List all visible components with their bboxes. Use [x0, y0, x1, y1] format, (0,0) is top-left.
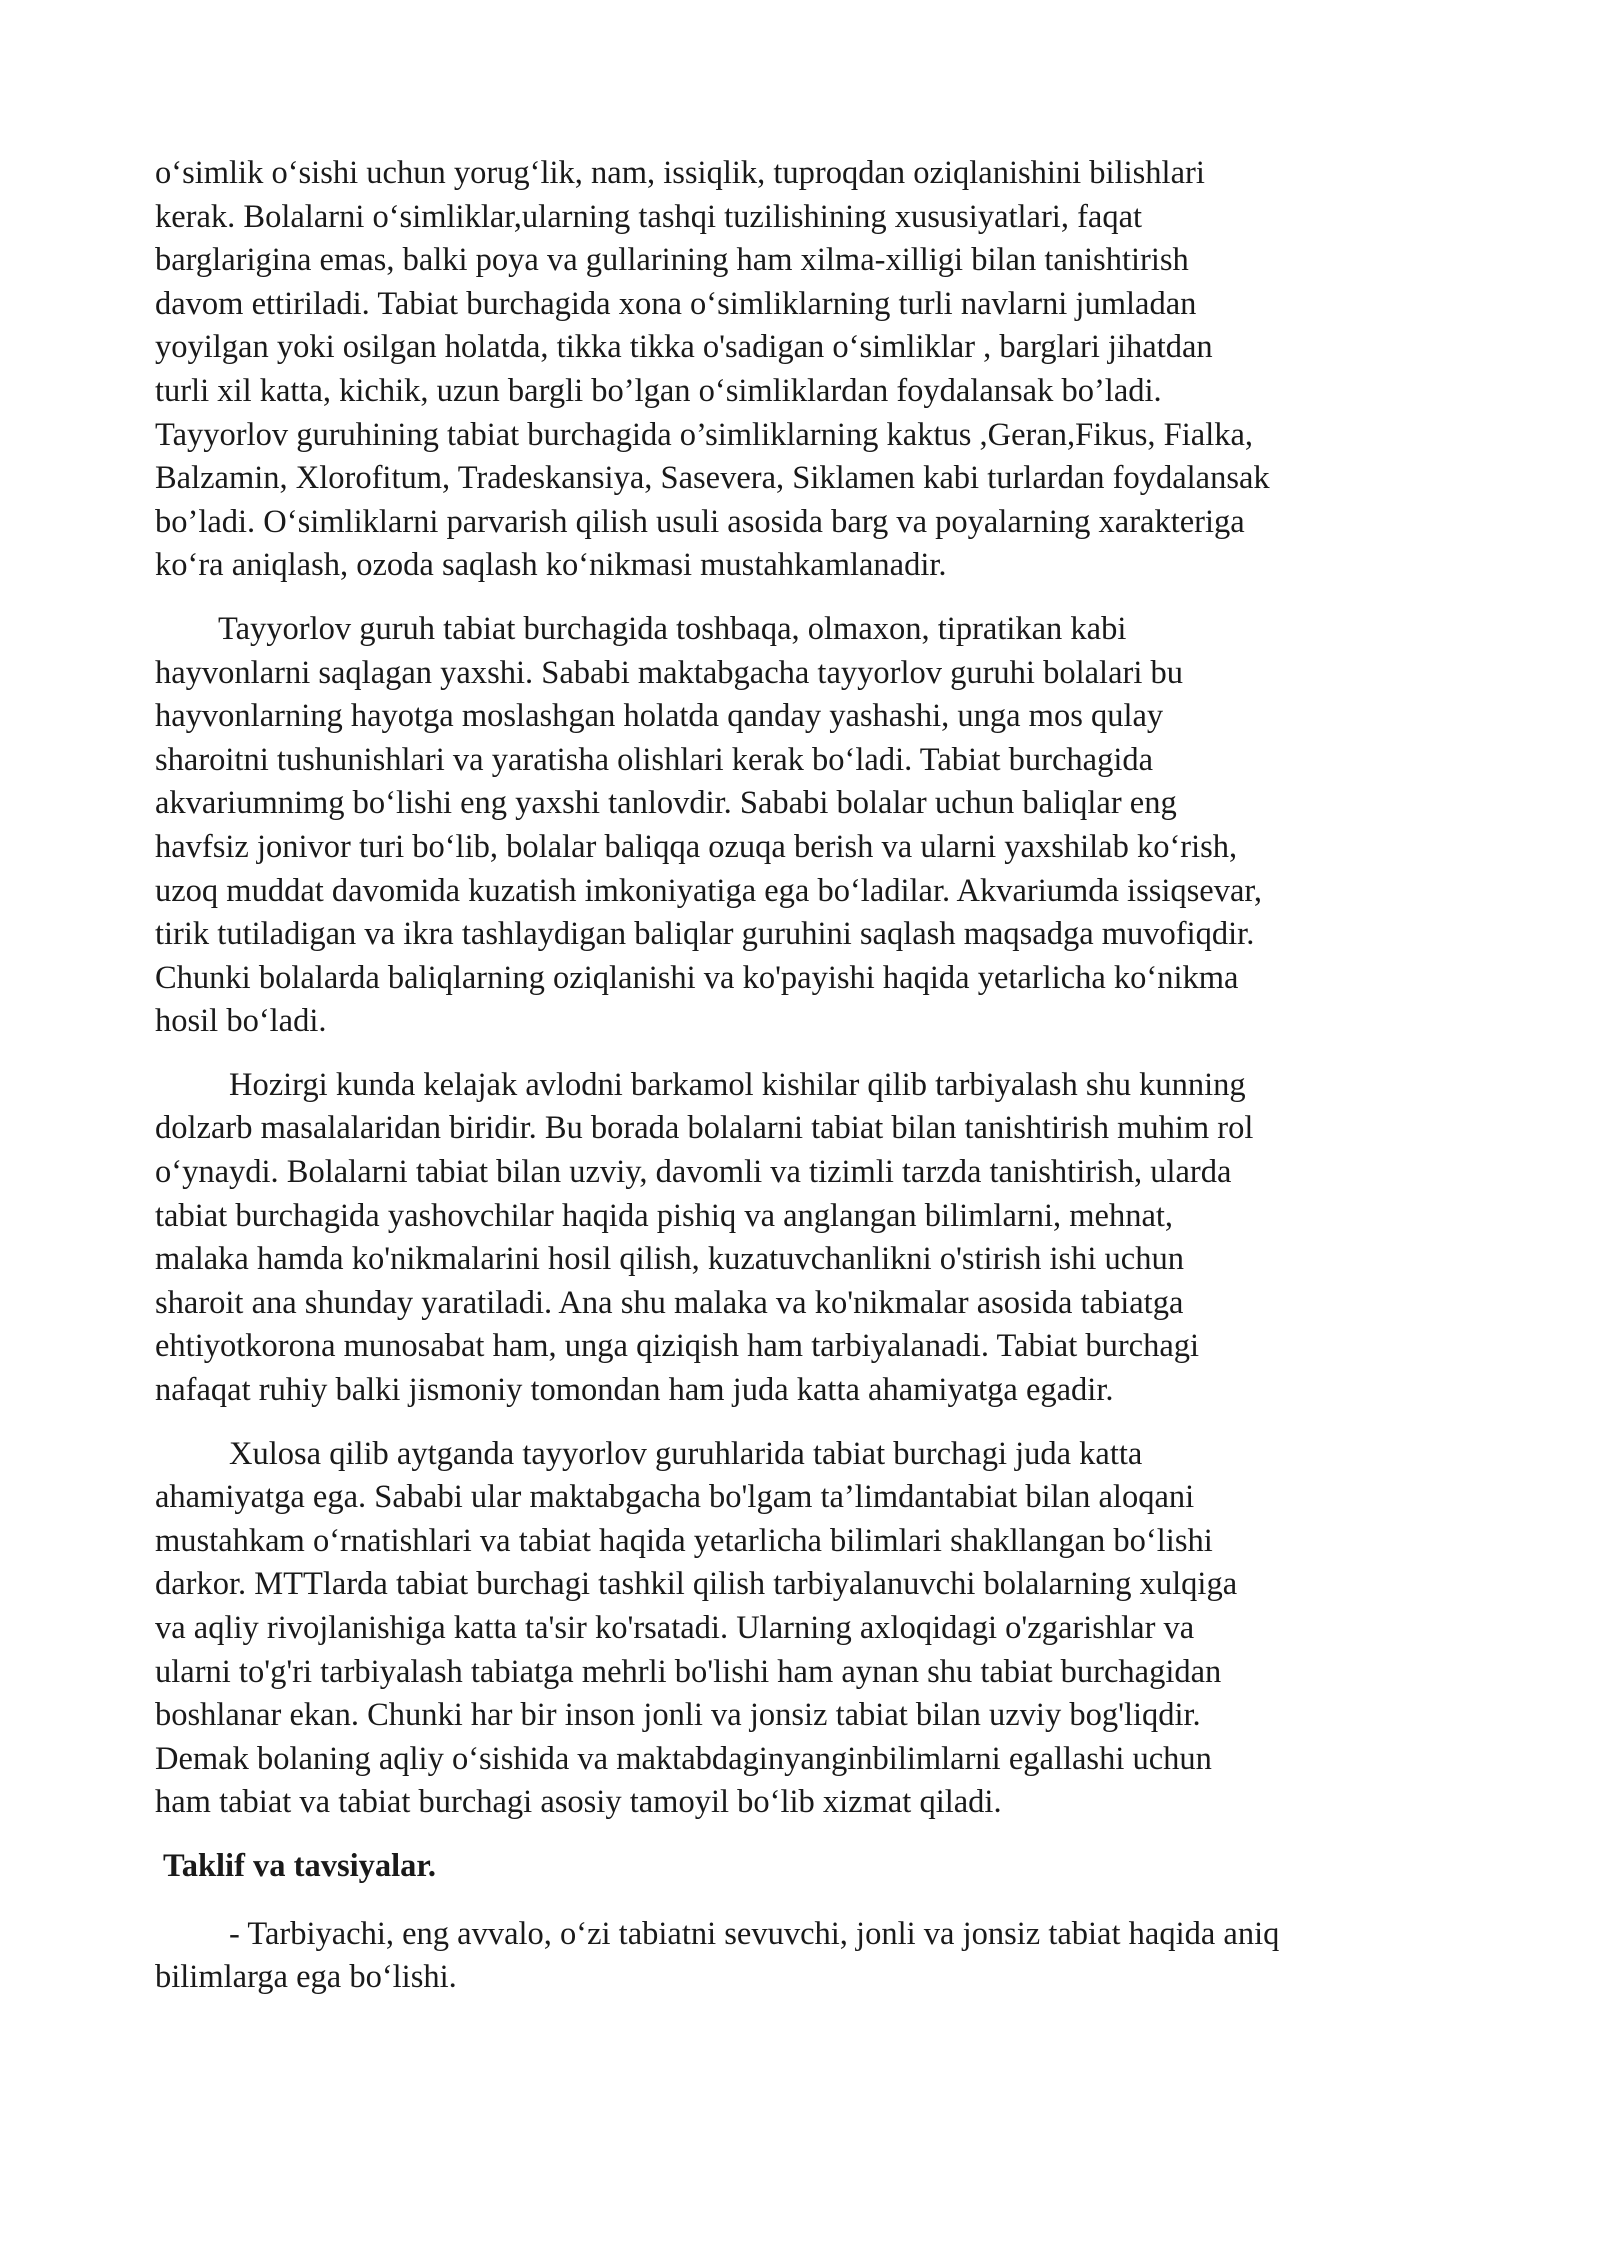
text-line: Chunki bolalarda baliqlarning oziqlanishi va ko'payishi haqida yetarlicha ko‘nikma: [155, 959, 1239, 996]
document-body: [155, 152, 1455, 2020]
paragraph-plants: [155, 152, 1455, 588]
paragraph-upbringing: [155, 1064, 1455, 1413]
text-line: dolzarb masalalaridan biridir. Bu borada bolalarni tabiat bilan tanishtirish muhim rol: [155, 1110, 1254, 1147]
text-line: kerak. Bolalarni o‘simliklar,ularning tashqi tuzilishining xususiyatlari, faqat: [155, 198, 1143, 235]
text-line: darkor. MTTlarda tabiat burchagi tashkil qilish tarbiyalanuvchi bolalarning xulqiga: [155, 1566, 1238, 1603]
text-line: havfsiz jonivor turi bo‘lib, bolalar baliqqa ozuqa berish va ularni yaxshilab ko‘rish,: [155, 828, 1238, 865]
text-line: mustahkam o‘rnatishlari va tabiat haqida yetarlicha bilimlari shakllangan bo‘lishi: [155, 1522, 1213, 1559]
text-line: hayvonlarning hayotga moslashgan holatda qanday yashashi, unga mos qulay: [155, 698, 1164, 735]
text-line: hayvonlarni saqlagan yaxshi. Sababi maktabgacha tayyorlov guruhi bolalari bu: [155, 654, 1183, 691]
paragraph-animals: [155, 608, 1455, 1044]
text-line: ehtiyotkorona munosabat ham, unga qiziqish ham tarbiyalanadi. Tabiat burchagi: [155, 1328, 1200, 1365]
text-line: boshlanar ekan. Chunki har bir inson jonli va jonsiz tabiat bilan uzviy bog'liqdir.: [155, 1697, 1201, 1734]
text-line: turli xil katta, kichik, uzun bargli bo’lgan o‘simliklardan foydalansak bo’ladi.: [155, 372, 1162, 409]
text-line: Tayyorlov guruh tabiat burchagida toshbaqa, olmaxon, tipratikan kabi: [218, 610, 1127, 647]
text-line: ko‘ra aniqlash, ozoda saqlash ko‘nikmasi mustahkamlanadir.: [155, 547, 947, 584]
text-line: o‘simlik o‘sishi uchun yorug‘lik, nam, issiqlik, tuproqdan oziqlanishini bilishlari: [155, 155, 1205, 191]
text-line: sharoit ana shunday yaratiladi. Ana shu malaka va ko'nikmalar asosida tabiatga: [155, 1284, 1184, 1321]
text-line: barglarigina emas, balki poya va gullarining ham xilma-xilligi bilan tanishtirish: [155, 242, 1189, 279]
text-line: malaka hamda ko'nikmalarini hosil qilish, kuzatuvchanlikni o'stirish ishi uchun: [155, 1241, 1184, 1278]
text-line: uzoq muddat davomida kuzatish imkoniyatiga ega bo‘ladilar. Akvariumda issiqsevar,: [155, 872, 1263, 909]
text-line: o‘ynaydi. Bolalarni tabiat bilan uzviy, davomli va tizimli tarzda tanishtirish, ularda: [155, 1154, 1232, 1191]
paragraph-conclusion: [155, 1433, 1455, 1825]
text-line: bilimlarga ega bo‘lishi.: [155, 1959, 457, 1996]
text-line: Demak bolaning aqliy o‘sishida va maktabdaginyanginbilimlarni egallashi uchun: [155, 1740, 1212, 1777]
text-line: Hozirgi kunda kelajak avlodni barkamol kishilar qilib tarbiyalash shu kunning: [229, 1066, 1246, 1103]
text-line: davom ettiriladi. Tabiat burchagida xona o‘simliklarning turli navlarni jumladan: [155, 285, 1197, 322]
text-line: Balzamin, Xlorofitum, Tradeskansiya, Sasevera, Siklamen kabi turlardan foydalansak: [155, 460, 1270, 497]
text-line: tabiat burchagida yashovchilar haqida pishiq va anglangan bilimlarni, mehnat,: [155, 1197, 1174, 1234]
text-line: va aqliy rivojlanishiga katta ta'sir ko'rsatadi. Ularning axloqidagi o'zgarishlar va: [155, 1610, 1195, 1646]
text-line: bo’ladi. O‘simliklarni parvarish qilish usuli asosida barg va poyalarning xarakteriga: [155, 503, 1245, 540]
section-heading: Taklif va tavsiyalar.: [163, 1847, 436, 1884]
text-line: ham tabiat va tabiat burchagi asosiy tamoyil bo‘lib xizmat qiladi.: [155, 1784, 1002, 1821]
text-line: Xulosa qilib aytganda tayyorlov guruhlarida tabiat burchagi juda katta: [229, 1435, 1143, 1472]
text-line: hosil bo‘ladi.: [155, 1003, 327, 1040]
paragraph-recommendation: [155, 1913, 1455, 2000]
text-line: tirik tutiladigan va ikra tashlaydigan baliqlar guruhini saqlash maqsadga muvofiqdir.: [155, 916, 1255, 953]
text-line: akvariumnimg bo‘lishi eng yaxshi tanlovdir. Sababi bolalar uchun baliqlar eng: [155, 785, 1177, 822]
text-line: Tayyorlov guruhining tabiat burchagida o’simliklarning kaktus ,Geran,Fikus, Fialka,: [155, 416, 1254, 453]
text-line: yoyilgan yoki osilgan holatda, tikka tikka o'sadigan o‘simliklar , barglari jihatdan: [155, 329, 1213, 366]
text-line: ahamiyatga ega. Sababi ular maktabgacha bo'lgam ta’limdantabiat bilan aloqani: [155, 1479, 1195, 1516]
text-line: nafaqat ruhiy balki jismoniy tomondan ham juda katta ahamiyatga egadir.: [155, 1372, 1114, 1409]
text-line: ularni to'g'ri tarbiyalash tabiatga mehrli bo'lishi ham aynan shu tabiat burchagidan: [155, 1653, 1222, 1690]
text-line: sharoitni tushunishlari va yaratisha olishlari kerak bo‘ladi. Tabiat burchagida: [155, 741, 1154, 778]
text-line: - Tarbiyachi, eng avvalo, o‘zi tabiatni sevuvchi, jonli va jonsiz tabiat haqida aniq: [229, 1915, 1280, 1952]
